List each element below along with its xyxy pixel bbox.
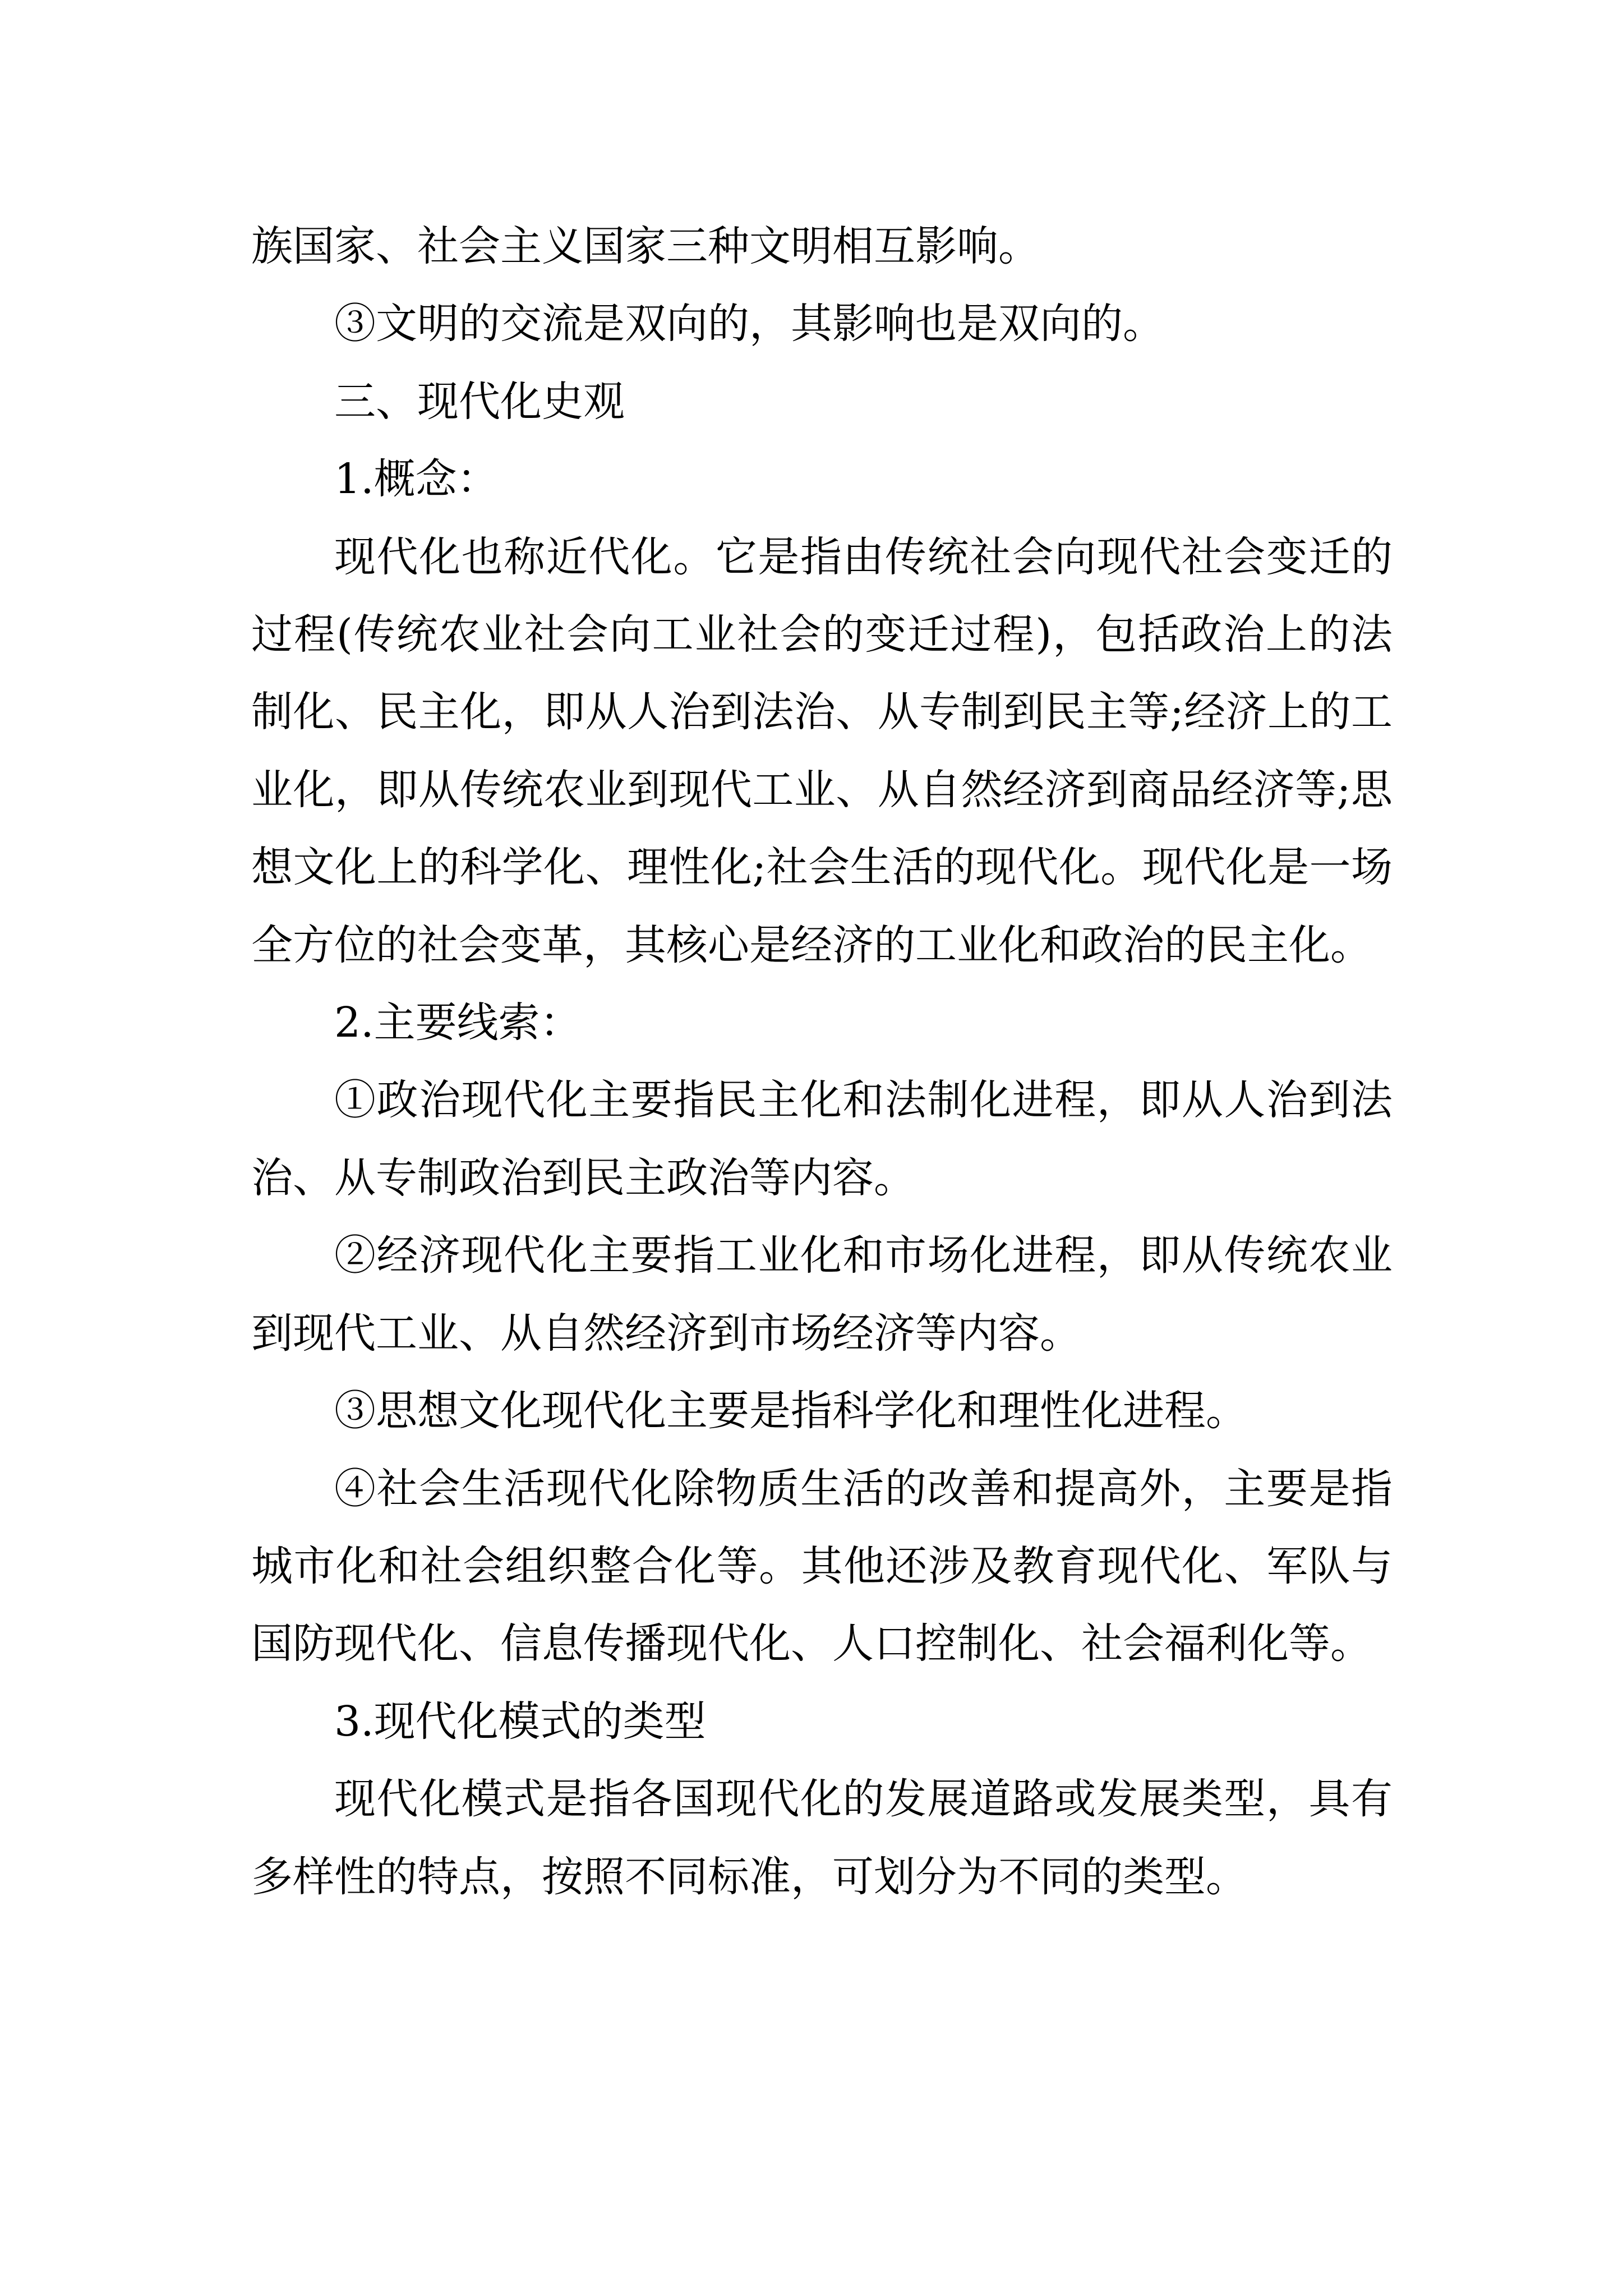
paragraph-model-definition: 现代化模式是指各国现代化的发展道路或发展类型，具有多样性的特点，按照不同标准，可划分为不同的类型。 [251, 1775, 1393, 1901]
section-heading-modernization: 三、现代化史观 [334, 377, 625, 426]
list-item-political: ①政治现代化主要指民主化和法制化进程，即从人治到法治、从专制政治到民主政治等内容。 [251, 1076, 1393, 1202]
subheading-main-clues: 2.主要线索： [334, 999, 582, 1047]
subheading-concept: 1.概念： [334, 455, 499, 504]
subheading-model-types: 3.现代化模式的类型 [334, 1697, 706, 1746]
document-body [251, 208, 1393, 1916]
list-item-economic: ②经济现代化主要指工业化和市场化进程，即从传统农业到现代工业、从自然经济到市场经济等内容。 [251, 1231, 1393, 1358]
paragraph-exchange-bidirectional: ③文明的交流是双向的，其影响也是双向的。 [334, 300, 1164, 348]
paragraph-concept-definition: 现代化也称近代化。它是指由传统社会向现代社会变迁的过程(传统农业社会向工业社会的变迁过程)，包括政治上的法制化、民主化，即从人治到法治、从专制到民主等;经济上的工业化，即从传统农业到现代工业、从自然经济到商品经济等;思想文化上的科学化、理性化;社会生活的现代化。现代化是一场全方位的社会变革，其核心是经济的工业化和政治的民主化。 [251, 532, 1393, 969]
list-item-culture: ③思想文化现代化主要是指科学化和理性化进程。 [334, 1387, 1247, 1435]
list-item-social-life: ④社会生活现代化除物质生活的改善和提高外，主要是指城市化和社会组织整合化等。其他还涉及教育现代化、军队与国防现代化、信息传播现代化、人口控制化、社会福利化等。 [251, 1464, 1393, 1668]
paragraph-continuation: 族国家、社会主义国家三种文明相互影响。 [251, 222, 1040, 270]
